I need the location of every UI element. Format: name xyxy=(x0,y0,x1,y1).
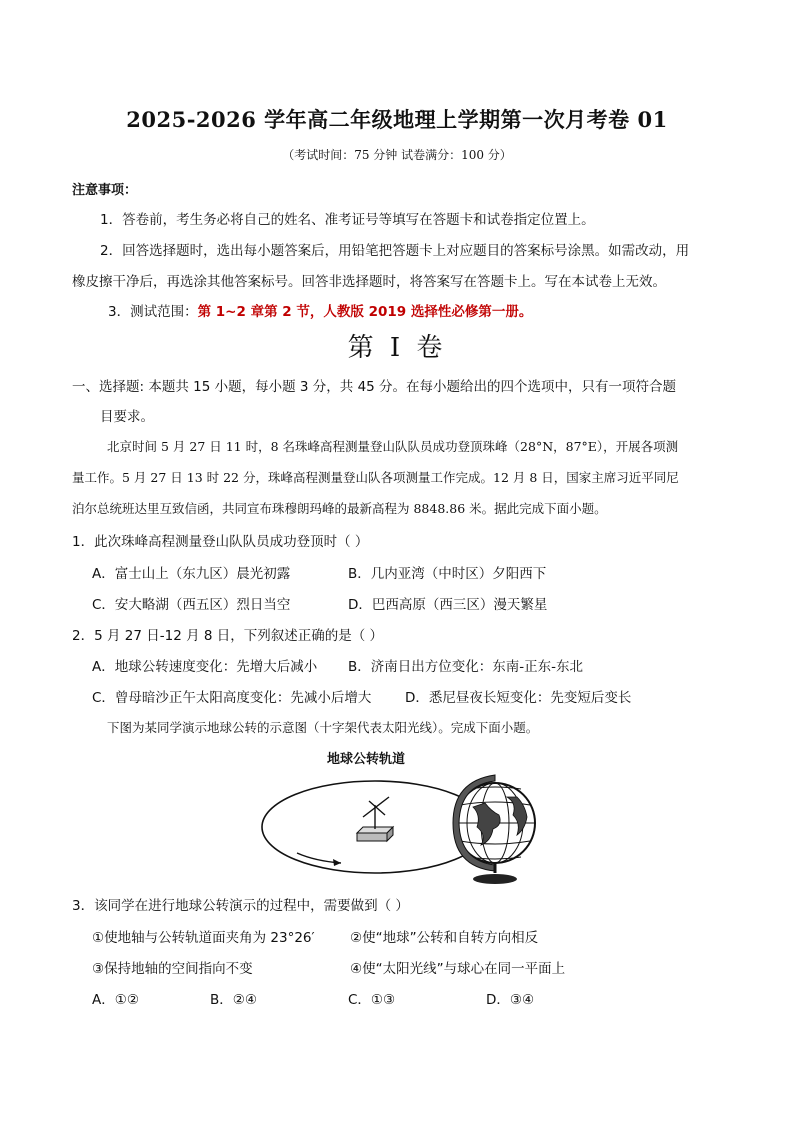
question-3-option-b: B．②④ xyxy=(210,992,257,1008)
question-2-option-b: B．济南日出方位变化：东南-正东-东北 xyxy=(348,659,584,675)
passage-2-line-1: 下图为某同学演示地球公转的示意图（十字架代表太阳光线）。完成下面小题。 xyxy=(107,720,539,735)
question-2-option-c: C．曾母暗沙正午太阳高度变化：先减小后增大 xyxy=(92,690,372,706)
notice-item-3 xyxy=(108,300,532,320)
question-3-option-d: D．③④ xyxy=(486,992,535,1008)
orbit-diagram xyxy=(255,745,550,885)
notice-item-2-line-1: 2．回答选择题时，选出每小题答案后，用铅笔把答题卡上对应题目的答案标号涂黑。如需改动，用 xyxy=(100,243,690,259)
question-1-stem: 1．此次珠峰高程测量登山队队员成功登顶时（ ） xyxy=(72,534,369,550)
notice-item-2-line-2: 橡皮擦干净后，再选涂其他答案标号。回答非选择题时，将答案写在答题卡上。写在本试卷上无效。 xyxy=(72,274,666,290)
question-3-option-c: C．①③ xyxy=(348,992,396,1008)
question-1-option-b: B．几内亚湾（中时区）夕阳西下 xyxy=(348,566,547,582)
question-1-option-d: D．巴西高原（西三区）漫天繁星 xyxy=(348,597,548,613)
test-range: 第 1~2 章第 2 节，人教版 2019 选择性必修第一册。 xyxy=(197,304,533,320)
passage-1-line-2: 量工作。5 月 27 日 13 时 22 分，珠峰高程测量登山队各项测量工作完成。12 月 8 日，国家主席习近平同尼 xyxy=(72,470,679,485)
notice-item-3-prefix: 3．测试范围： xyxy=(108,304,198,320)
notice-heading: 注意事项： xyxy=(72,183,138,198)
question-1-option-c: C．安大略湖（西五区）烈日当空 xyxy=(92,597,291,613)
section-instruction-line-2: 目要求。 xyxy=(100,409,154,425)
section-instruction-line-1: 一、选择题: 本题共 15 小题，每小题 3 分，共 45 分。在每小题给出的四个选项中，只有一项符合题 xyxy=(72,379,677,395)
question-3-statement-3: ③保持地轴的空间指向不变 xyxy=(92,961,253,977)
question-1-option-a: A．富士山上（东九区）晨光初露 xyxy=(92,566,291,582)
exam-title: 2025-2026 学年高二年级地理上学期第一次月考卷 01 xyxy=(126,107,668,132)
question-2-option-d: D．悉尼昼夜长短变化：先变短后变长 xyxy=(405,690,632,706)
globe-icon xyxy=(453,775,535,884)
exam-subtitle: （考试时间：75 分钟 试卷满分：100 分） xyxy=(282,148,512,162)
question-2-stem: 2．5 月 27 日-12 月 8 日，下列叙述正确的是（ ） xyxy=(72,628,384,644)
question-2-option-a: A．地球公转速度变化：先增大后减小 xyxy=(92,659,318,675)
orbit-diagram-label: 地球公转轨道 xyxy=(327,752,406,767)
sun-ray-cross-icon xyxy=(357,797,393,841)
question-3-statement-1: ①使地轴与公转轨道面夹角为 23°26′ xyxy=(92,930,315,946)
question-3-statement-4: ④使“太阳光线”与球心在同一平面上 xyxy=(350,961,566,977)
question-3-statement-2: ②使“地球”公转和自转方向相反 xyxy=(350,930,539,946)
question-3-stem: 3．该同学在进行地球公转演示的过程中，需要做到（ ） xyxy=(72,898,409,914)
passage-1-line-1: 北京时间 5 月 27 日 11 时，8 名珠峰高程测量登山队队员成功登顶珠峰（28°N，87°E），开展各项测 xyxy=(107,439,679,454)
section-title: 第 I 卷 xyxy=(347,333,447,363)
notice-item-1: 1．答卷前，考生务必将自己的姓名、准考证号等填写在答题卡和试卷指定位置上。 xyxy=(100,212,595,228)
passage-1-line-3: 泊尔总统班达里互致信函，共同宣布珠穆朗玛峰的最新高程为 8848.86 米。据此完成下面小题。 xyxy=(72,501,607,516)
question-3-option-a: A．①② xyxy=(92,992,139,1008)
